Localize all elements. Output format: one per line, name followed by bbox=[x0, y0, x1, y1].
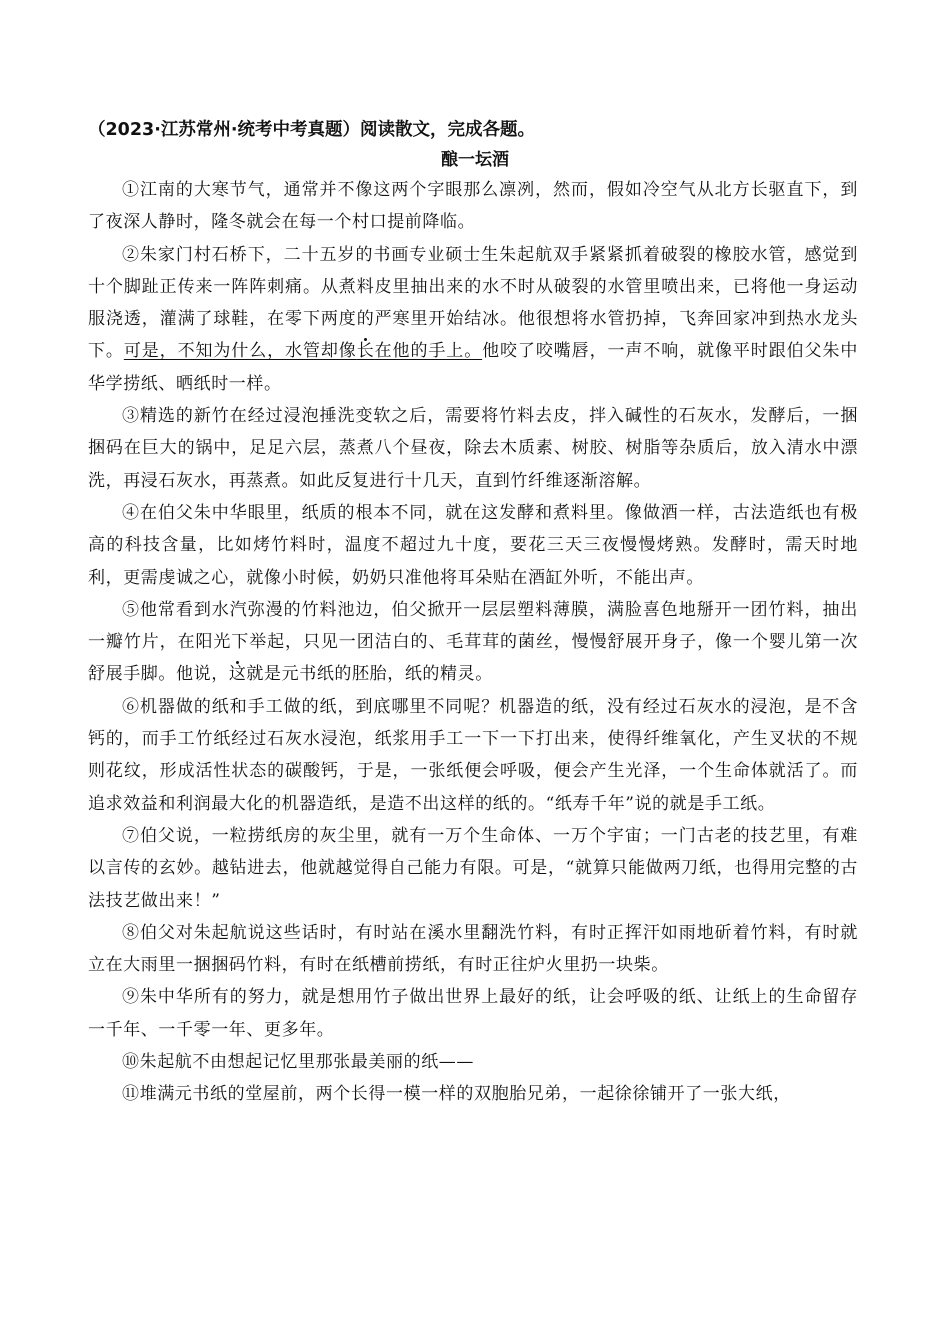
paragraph-2-text-before: ②朱家门村石桥下，二十五岁的书画专业硕士生朱起航双手紧紧抓着破裂的橡胶水管，感觉到十个脚趾正传来一阵阵刺痛。从煮料皮里抽出来的水不时从破裂的水管里喷出来，已将他一身运动服浇透，灌满了球鞋，在零下两度的严寒里开始结冰。他很想将水管扔掉，飞奔回家冲到热水龙头下。 bbox=[88, 244, 858, 362]
paragraph-5 bbox=[88, 594, 858, 691]
paragraph-9: ⑨朱中华所有的努力，就是想用竹子做出世界上最好的纸，让会呼吸的纸、让纸上的生命留存一千年、一千零一年、更多年。 bbox=[88, 987, 858, 1040]
paragraph-11: ⑪堆满元书纸的堂屋前，两个长得一模一样的双胞胎兄弟，一起徐徐铺开了一张大纸， bbox=[122, 1084, 791, 1105]
paragraph-3: ③精选的新竹在经过浸泡捶洗变软之后，需要将竹料去皮，拌入碱性的石灰水，发酵后，一捆捆码在巨大的锅中，足足六层，蒸煮八个昼夜，除去木质素、树胶、树脂等杂质后，放入清水中漂洗，再浸石灰水，再蒸煮。如此反复进行十几天，直到竹纤维逐渐溶解。 bbox=[88, 406, 858, 491]
emphasis-dot-char: 这 bbox=[228, 664, 247, 685]
paragraph-4: ④在伯父朱中华眼里，纸质的根本不同，就在这发酵和煮料里。像做酒一样，古法造纸也有极高的科技含量，比如烤竹料时，温度不超过九十度，要花三天三夜慢慢烤熟。发酵时，需天时地利，更需虔诚之心，就像小时候，奶奶只准他将耳朵贴在酒缸外听，不能出声。 bbox=[88, 502, 858, 588]
paragraph-7: ⑦伯父说，一粒捞纸房的灰尘里，就有一万个生命体、一万个宇宙；一门古老的技艺里，有难以言传的玄妙。越钻进去，他就越觉得自己能力有限。可是，“就算只能做两刀纸，也得用完整的古法技艺做出来！” bbox=[88, 825, 858, 911]
paragraph-2-text-after: 他咬了咬嘴唇，一声不响，就像平时跟伯父朱中华学捞纸、晒纸时一样。 bbox=[88, 341, 858, 394]
underlined-part-a: 可是，不知为什么，水管却像 bbox=[123, 341, 357, 362]
paragraph-5-text-before: ⑤他常看到水汽弥漫的竹料池边，伯父掀开一层层塑料薄膜，满脸喜色地掰开一团竹料，抽出一瓣竹片，在阳光下举起，只见一团洁白的、毛茸茸的菌丝，慢慢舒展开身子，像一个婴儿第一次舒展手脚。他说， bbox=[88, 599, 858, 685]
emphasis-dot-char: 长 bbox=[356, 341, 375, 362]
paragraph-10: ⑩朱起航不由想起记忆里那张最美丽的纸—— bbox=[122, 1052, 474, 1073]
paragraph-8: ⑧伯父对朱起航说这些话时，有时站在溪水里翻洗竹料，有时正挥汗如雨地斫着竹料，有时就立在大雨里一捆捆码竹料，有时在纸槽前捞纸，有时正往炉火里扔一块柴。 bbox=[88, 922, 858, 976]
paragraph-6: ⑥机器做的纸和手工做的纸，到底哪里不同呢？机器造的纸，没有经过石灰水的浸泡，是不含钙的，而手工竹纸经过石灰水浸泡，纸浆用手工一下一下打出来，使得纤维氧化，产生叉状的不规则花纹，形成活性状态的碳酸钙，于是，一张纸便会呼吸，便会产生光泽，一个生命体就活了。而追求效益和利润最大化的机器造纸，是造不出这样的纸的。“纸寿千年”说的就是手工纸。 bbox=[88, 696, 858, 814]
underlined-part-b: 在他的手上。 bbox=[374, 341, 483, 362]
question-source-header: （2023·江苏常州·统考中考真题）阅读散文，完成各题。 bbox=[88, 120, 536, 140]
essay-body bbox=[88, 174, 858, 1111]
essay-title: 酿一坛酒 bbox=[441, 150, 509, 170]
paragraph-2 bbox=[88, 239, 858, 400]
paragraph-1: ①江南的大寒节气，通常并不像这两个字眼那么凛冽，然而，假如冷空气从北方长驱直下，到了夜深人静时，隆冬就会在每一个村口提前降临。 bbox=[88, 180, 858, 233]
paragraph-5-text-after: 就是元书纸的胚胎，纸的精灵。 bbox=[246, 664, 493, 685]
underlined-sentence bbox=[124, 341, 482, 361]
